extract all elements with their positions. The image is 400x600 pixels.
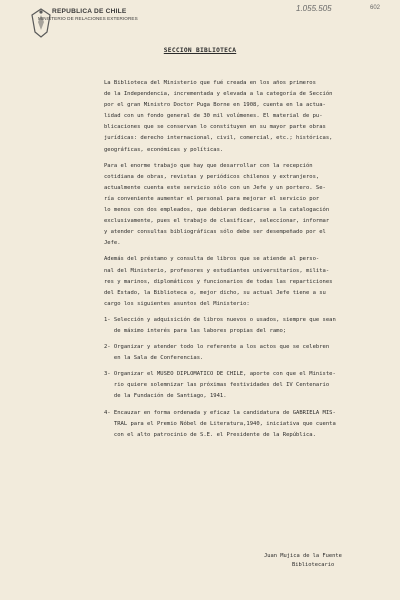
paragraph bbox=[104, 369, 386, 402]
text-line: 2- Organizar y atender todo lo referente a los actos que se celebren bbox=[104, 344, 330, 351]
paragraph bbox=[104, 408, 386, 441]
text-line: del Estado, la Biblioteca o, mejor dicho, su actual Jefe tiene a su bbox=[104, 289, 326, 296]
text-line: y atender consultas bibliográficas sólo debe ser desempeñado por el bbox=[104, 229, 326, 236]
text-line: con el alto patrocinio de S.E. el Presidente de la República. bbox=[104, 431, 316, 438]
text-line: blicaciones que se conservan lo constituyen en su mayor parte obras bbox=[104, 124, 326, 131]
reference-number: 1.055.505 bbox=[296, 4, 332, 13]
signature-title: Bibliotecario bbox=[292, 562, 335, 568]
text-line: nal del Ministerio, profesores y estudiantes universitarios, milita- bbox=[104, 267, 330, 274]
text-line: Además del préstamo y consulta de libros que se atiende al perso- bbox=[104, 256, 320, 263]
document-title: SECCION BIBLIOTECA bbox=[163, 47, 237, 54]
text-line: TRAL para el Premio Nóbel de Literatura,1940, iniciativa que cuenta bbox=[104, 420, 336, 427]
text-line: 1- Selección y adquisición de libros nuevos o usados, siempre que sean bbox=[104, 316, 336, 323]
paragraph bbox=[104, 315, 386, 337]
text-line: lo menos con dos empleados, que debieran dedicarse a la catalogación bbox=[104, 207, 330, 214]
text-line: cargo los siguientes asuntos del Ministerio: bbox=[104, 300, 250, 307]
text-line: lidad con un fondo general de 30 mil volúmenes. El material de pu- bbox=[104, 113, 323, 120]
text-line: de máximo interés para las labores propias del ramo; bbox=[104, 327, 287, 334]
text-line: exclusivamente, pues el trabajo de clasificar, seleccionar, informar bbox=[104, 218, 330, 225]
signature-name: Juan Mujica de la Fuente bbox=[264, 553, 342, 559]
coat-of-arms-icon bbox=[28, 6, 54, 40]
text-line: jurídicas: derecho internacional, civil, comercial, etc.; históricas, bbox=[104, 135, 333, 142]
text-line: de la Independencia, incrementada y elevada a la categoría de Sección bbox=[104, 91, 333, 98]
text-line: actualmente cuenta este servicio sólo con un Jefe y un portero. Se- bbox=[104, 184, 326, 191]
letterhead bbox=[38, 8, 138, 21]
paragraph bbox=[104, 342, 386, 364]
letterhead-ministry: MINISTERIO DE RELACIONES EXTERIORES bbox=[38, 16, 138, 21]
text-line: Para el enorme trabajo que hay que desarrollar con la recepción bbox=[104, 162, 313, 169]
text-line: ría conveniente aumentar el personal para mejorar el servicio por bbox=[104, 195, 320, 202]
text-line: Jefe. bbox=[104, 240, 121, 247]
letterhead-republic: REPUBLICA DE CHILE bbox=[52, 8, 127, 15]
text-line: en la Sala de Conferencias. bbox=[104, 355, 204, 362]
text-line: geográficas, económicas y políticas. bbox=[104, 146, 224, 153]
text-line: La Biblioteca del Ministerio que fué creada en los años primeros bbox=[104, 80, 316, 86]
text-line: res y marinos, diplomáticos y funcionarios de todas las reparticiones bbox=[104, 278, 333, 285]
page-number: 602 bbox=[370, 5, 381, 11]
paragraph bbox=[104, 161, 386, 250]
signature-block bbox=[264, 552, 342, 570]
text-line: rio quiere solemnizar las próximas festividades del IV Centenario bbox=[104, 382, 330, 389]
text-line: 3- Organizar el MUSEO DIPLOMATICO DE CHILE, aporte con que el Ministe- bbox=[104, 371, 336, 378]
text-line: 4- Encauzar en forma ordenada y eficaz la candidatura de GABRIELA MIS- bbox=[104, 409, 336, 416]
text-line: de la Fundación de Santiago, 1941. bbox=[104, 393, 227, 400]
paragraph bbox=[104, 254, 386, 309]
document-body bbox=[104, 78, 386, 446]
text-line: por el gran Ministro Doctor Puga Borne en 1908, cuenta en la actua- bbox=[104, 102, 326, 109]
paragraph bbox=[104, 78, 386, 156]
text-line: cotidiana de obras, revistas y periódicos chilenos y extranjeros, bbox=[104, 173, 320, 180]
